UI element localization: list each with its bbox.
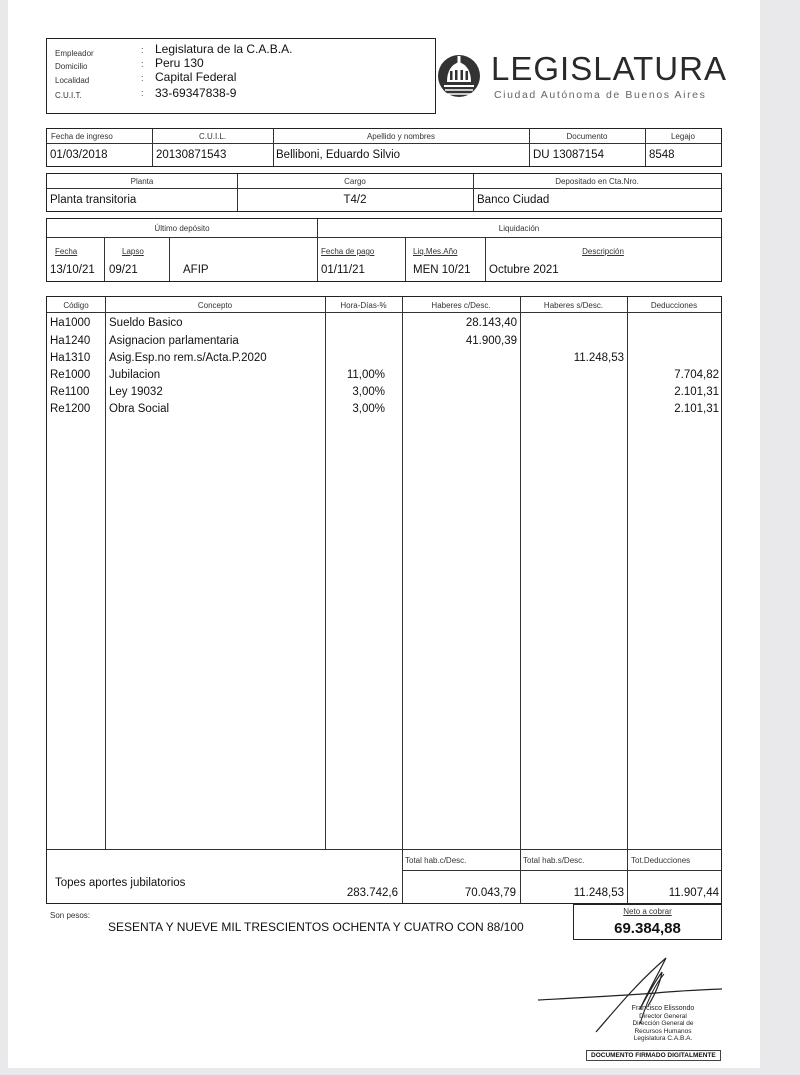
signer-line: Dirección General de [632,1020,694,1027]
fecha-ingreso-value: 01/03/2018 [50,149,108,161]
domicilio-label: Domicilio [55,62,88,71]
ultimo-deposito-title: Último depósito [154,224,210,233]
row-hora: 3,00% [352,386,385,398]
row-codigo: Re1000 [50,369,91,381]
total-hab-c-value: 70.043,79 [464,887,516,899]
divider [47,143,721,144]
documento-header: Documento [566,132,608,141]
son-pesos-label: Son pesos: [50,911,91,920]
divider [485,237,486,281]
liquidacion-title: Liquidación [498,224,540,233]
total-hab-s-value: 11.248,53 [573,887,624,899]
hab-s-header: Haberes s/Desc. [543,301,604,310]
divider [104,237,105,281]
divider [47,237,721,238]
total-ded-label: Tot.Deducciones [631,856,691,865]
cuit-value: 33-69347838-9 [155,86,237,100]
lapso-value: 09/21 [109,264,138,276]
legajo-header: Legajo [670,132,696,141]
empleador-label: Empleador [55,49,94,58]
lapso-header: Lapso [122,247,144,256]
divider [405,237,406,281]
localidad-value: Capital Federal [155,70,237,84]
employer-box [46,38,436,114]
fecha-pago-value: 01/11/21 [321,264,365,276]
cargo-value: T4/2 [343,194,367,206]
logo-title: LEGISLATURA [491,50,727,87]
digital-signature-stamp [586,1050,721,1061]
descripcion-value: Octubre 2021 [489,264,559,276]
divider [47,849,721,850]
row-concepto: Asig.Esp.no rem.s/Acta.P.2020 [109,352,267,364]
divider [47,188,721,189]
total-hab-c-label: Total hab.c/Desc. [405,856,467,865]
planta-header: Planta [130,177,154,186]
row-codigo: Ha1310 [50,352,91,364]
employee-box [46,128,722,167]
planta-value: Planta transitoria [50,194,137,206]
items-table [46,296,722,904]
fecha-ingreso-header: Fecha de ingreso [51,132,113,141]
cargo-header: Cargo [344,177,366,186]
payslip-document [8,0,760,1068]
colon: : [141,73,144,83]
colon: : [141,88,144,98]
divider [402,297,403,903]
apellido-value: Belliboni, Eduardo Silvio [276,149,401,161]
legajo-value: 8548 [649,149,675,161]
neto-value: 69.384,88 [614,920,681,937]
concepto-header: Concepto [197,301,233,310]
topes-value: 283.742,6 [346,887,398,899]
neto-box [573,904,722,940]
row-codigo: Ha1240 [50,335,91,347]
neto-label: Neto a cobrar [623,907,672,916]
colon: : [141,59,144,69]
cuil-header: C.U.I.L. [198,132,227,141]
liq-value: MEN 10/21 [413,264,471,276]
signer-line: Director General [639,1012,687,1020]
entidad-value: AFIP [183,264,209,276]
divider [520,297,521,903]
signer-name: Francisco Elissondo [631,1005,695,1012]
total-ded-value: 11.907,44 [668,887,719,899]
row-codigo: Re1100 [50,386,90,398]
hora-header: Hora-Días-% [340,301,387,310]
logo-subtitle: Ciudad Autónoma de Buenos Aires [494,89,707,101]
legislatura-dome-icon [436,49,482,103]
fecha-value: 13/10/21 [50,264,95,276]
row-codigo: Re1200 [50,403,91,415]
divider [402,870,721,871]
row-concepto: Ley 19032 [109,386,163,398]
position-box [46,173,722,212]
divider [47,312,721,313]
row-hora: 3,00% [352,403,385,415]
codigo-header: Código [63,301,89,310]
depositado-value: Banco Ciudad [477,194,550,206]
fecha-pago-header: Fecha de pago [321,247,375,256]
localidad-label: Localidad [55,76,90,85]
stamp-text: DOCUMENTO FIRMADO DIGITALMENTE [591,1052,716,1059]
row-hab-c: 28.143,40 [465,317,517,329]
row-concepto: Asignacion parlamentaria [109,335,239,347]
hab-c-header: Haberes c/Desc. [431,301,491,310]
row-concepto: Obra Social [109,403,170,415]
documento-value: DU 13087154 [533,149,604,161]
colon: : [141,45,144,55]
row-ded: 2.101,31 [674,403,719,415]
apellido-header: Apellido y nombres [366,132,436,141]
row-hab-s: 11.248,53 [573,352,624,364]
row-hab-c: 41.900,39 [465,335,517,347]
divider [105,297,106,849]
fecha-header: Fecha [55,247,78,256]
cuit-label: C.U.I.T. [55,91,82,100]
row-concepto: Jubilacion [109,369,161,381]
signer-line: Legislatura C.A.B.A. [633,1035,693,1042]
row-hora: 11,00% [346,369,385,381]
deposit-box [46,218,722,282]
depositado-header: Depositado en Cta.Nro. [555,177,639,186]
son-pesos-value: SESENTA Y NUEVE MIL TRESCIENTOS OCHENTA Y CUATRO CON 88/100 [108,920,524,934]
divider [169,237,170,281]
signature-block [623,1005,703,1043]
liq-header: Liq.Mes.Año [413,247,458,256]
row-codigo: Ha1000 [50,317,91,329]
row-concepto: Sueldo Basico [109,317,183,329]
ded-header: Deducciones [650,301,698,310]
cuil-value: 20130871543 [156,149,227,161]
topes-label: Topes aportes jubilatorios [55,877,186,889]
empleador-value: Legislatura de la C.A.B.A. [155,42,293,56]
signer-line: Recursos Humanos [634,1027,692,1035]
row-ded: 7.704,82 [674,369,719,381]
row-ded: 2.101,31 [674,386,719,398]
domicilio-value: Peru 130 [155,56,204,70]
descripcion-header: Descripción [582,247,624,256]
total-hab-s-label: Total hab.s/Desc. [523,856,585,865]
